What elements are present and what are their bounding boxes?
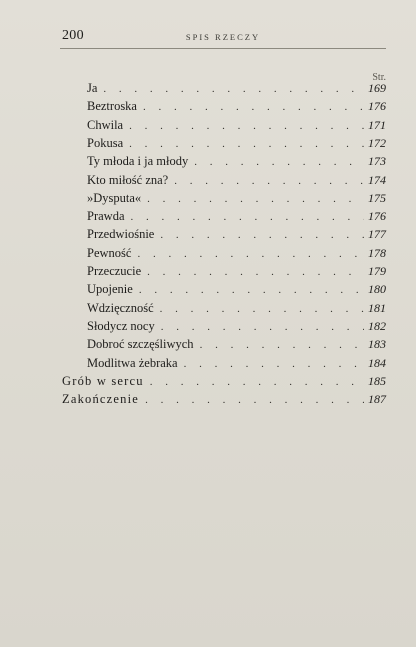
toc-entry bbox=[87, 226, 386, 243]
toc-entry-title: Przedwiośnie bbox=[87, 227, 155, 242]
toc-entry-page: 178 bbox=[368, 245, 386, 260]
toc-entry-title: Pewność bbox=[87, 245, 132, 260]
dot-leader bbox=[174, 173, 364, 190]
toc-entry bbox=[87, 190, 386, 207]
toc-entry-page: 184 bbox=[368, 355, 386, 370]
toc-entry-title: Przeczucie bbox=[87, 264, 142, 278]
dot-leader bbox=[137, 246, 364, 263]
dot-leader bbox=[145, 392, 364, 409]
dot-leader bbox=[184, 356, 364, 373]
dot-leader bbox=[129, 136, 364, 153]
dot-leader bbox=[143, 99, 364, 116]
toc-entry-title: Chwila bbox=[87, 117, 124, 132]
toc-entry-page: 185 bbox=[368, 373, 386, 388]
toc-entry-page: 180 bbox=[368, 282, 386, 297]
toc-entry bbox=[87, 245, 386, 262]
dot-leader bbox=[147, 191, 364, 208]
toc-entry bbox=[87, 281, 386, 298]
running-title: SPIS RZECZY bbox=[185, 32, 261, 42]
toc-entry bbox=[87, 98, 386, 115]
dot-leader bbox=[131, 209, 365, 226]
dot-leader bbox=[139, 282, 364, 299]
toc-entry-page: 176 bbox=[368, 99, 386, 114]
toc-entry-title: Upojenie bbox=[87, 282, 133, 297]
toc-entry-page: 172 bbox=[368, 135, 386, 150]
dot-leader bbox=[129, 118, 364, 135]
toc-entry-page: 173 bbox=[368, 154, 386, 169]
toc-entry-page: 177 bbox=[368, 227, 386, 242]
dot-leader bbox=[103, 81, 364, 98]
page-header bbox=[60, 28, 386, 49]
toc-entry-title: Pokusa bbox=[87, 135, 124, 150]
toc-entry-title: Prawda bbox=[87, 209, 125, 224]
toc-entry-title: Ja bbox=[87, 81, 98, 95]
dot-leader bbox=[160, 301, 364, 318]
dot-leader bbox=[194, 154, 364, 171]
toc-entry-title: Zakończenie bbox=[62, 392, 140, 407]
dot-leader bbox=[200, 337, 364, 354]
toc-entry-page: 187 bbox=[368, 392, 386, 407]
toc-entry-page: 169 bbox=[368, 81, 386, 95]
toc-entry-page: 175 bbox=[368, 190, 386, 205]
page-number: 200 bbox=[62, 28, 84, 43]
dot-leader bbox=[150, 374, 364, 391]
toc-entry-page: 183 bbox=[368, 337, 386, 352]
toc-entry-page: 179 bbox=[368, 264, 386, 278]
toc-entry bbox=[87, 80, 386, 97]
toc-entry-title: Dobroć szczęśliwych bbox=[87, 337, 194, 352]
toc-entry-title: Modlitwa żebraka bbox=[87, 355, 178, 370]
toc-entry-page: 181 bbox=[368, 300, 386, 315]
toc-entry-title: »Dysputa« bbox=[87, 190, 142, 205]
toc-entry bbox=[87, 153, 386, 170]
toc-entry bbox=[87, 300, 386, 317]
toc-entry bbox=[62, 373, 386, 390]
toc-entry bbox=[87, 135, 386, 152]
toc-entry bbox=[87, 263, 386, 280]
toc-entry bbox=[87, 318, 386, 335]
toc-entry bbox=[87, 172, 386, 189]
toc-entry-page: 171 bbox=[368, 117, 386, 132]
toc-entry-title: Słodycz nocy bbox=[87, 318, 155, 333]
toc-entry-page: 176 bbox=[368, 209, 386, 224]
toc-entry bbox=[87, 208, 386, 225]
toc-entry bbox=[87, 117, 386, 134]
toc-entry-title: Kto miłość zna? bbox=[87, 172, 169, 187]
dot-leader bbox=[161, 319, 364, 336]
dot-leader bbox=[147, 264, 364, 281]
toc-entry-title: Ty młoda i ja młody bbox=[87, 154, 189, 169]
toc-entry bbox=[87, 355, 386, 372]
toc-entry-page: 182 bbox=[368, 318, 386, 333]
toc-entry-title: Beztroska bbox=[87, 99, 137, 114]
toc-entry bbox=[87, 336, 386, 353]
toc-entry bbox=[62, 391, 386, 408]
toc-entry-page: 174 bbox=[368, 172, 386, 187]
toc-entry-title: Grób w sercu bbox=[62, 373, 144, 388]
page-column-label: Str. bbox=[372, 72, 386, 83]
toc-entry-title: Wdzięczność bbox=[87, 300, 154, 315]
dot-leader bbox=[160, 227, 364, 244]
